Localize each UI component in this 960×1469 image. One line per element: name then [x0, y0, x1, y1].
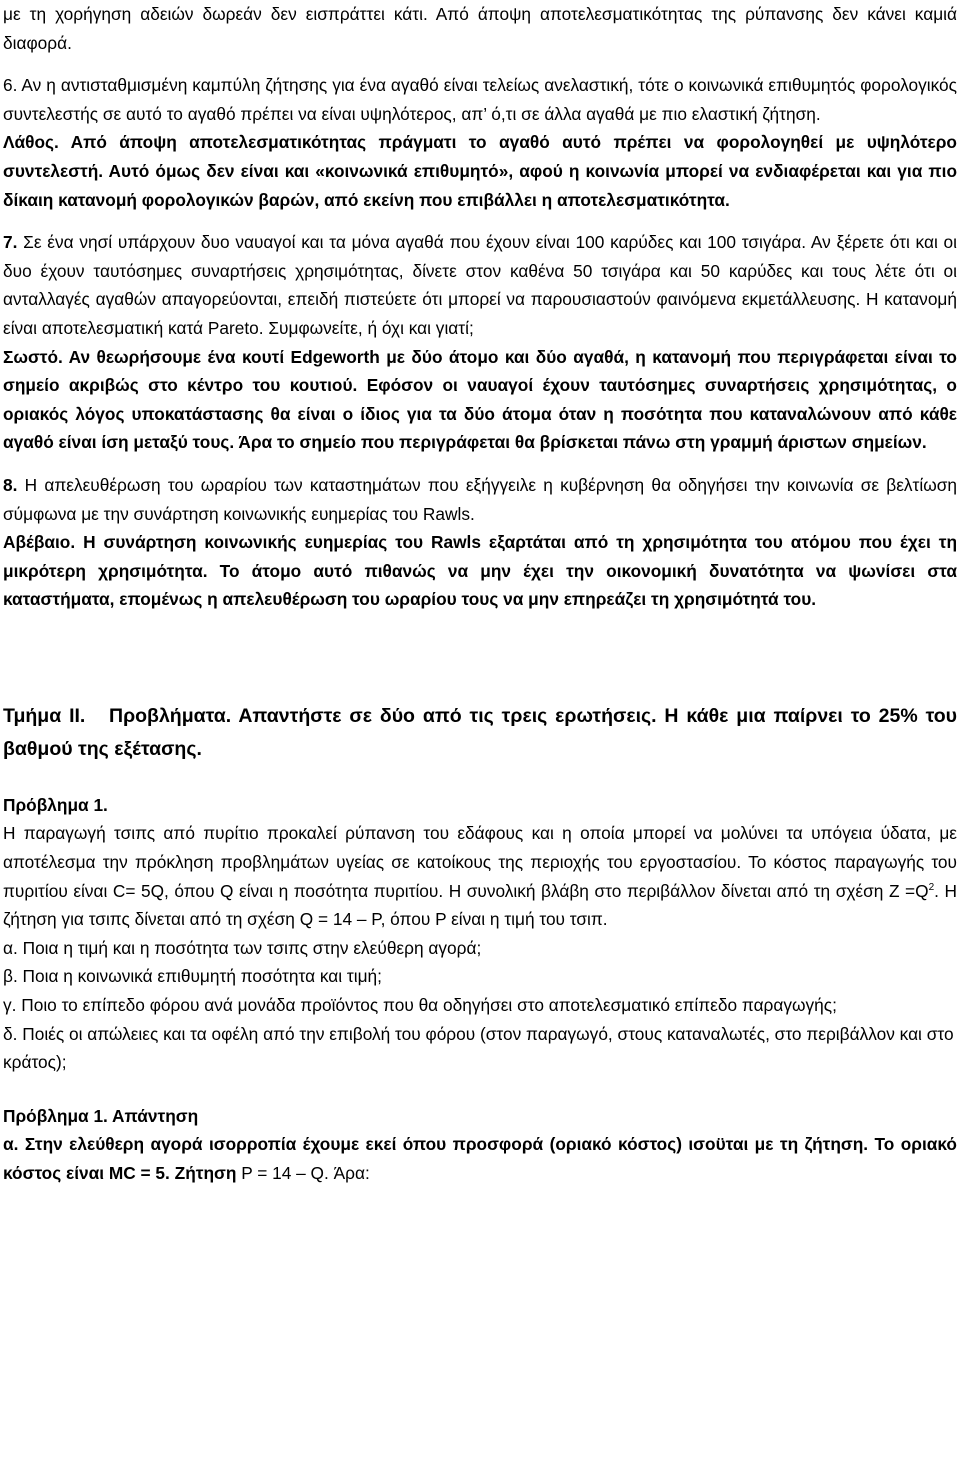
- document-page: [3, 0, 957, 1188]
- problem-1-statement: [3, 819, 957, 933]
- question-6-text: Αν η αντισταθμισμένη καμπύλη ζήτησης για ένα αγαθό είναι τελείως ανελαστική, τότε ο κοινωνικά επιθυμητός φορολογικός συντελεστής σε αυτό το αγαθό πρέπει να είναι υψηλότερος, απ’ ό,τι σε άλλα αγαθά με πιο ελαστική ζήτηση.: [3, 75, 957, 124]
- problem-1-question-c: γ. Ποιο το επίπεδο φόρου ανά μονάδα προϊόντος που θα οδηγήσει στο αποτελεσματικό επίπεδο παραγωγής;: [3, 995, 837, 1016]
- section-2-heading: [3, 700, 957, 766]
- exponent: 2: [928, 881, 935, 893]
- answer-7-verdict: Σωστό.: [3, 346, 63, 367]
- problem-1-title: Πρόβλημα 1.: [3, 794, 108, 815]
- answer-6-verdict: Λάθος.: [3, 132, 59, 153]
- problem-1-question-a: α. Ποια η τιμή και η ποσότητα των τσιπς στην ελεύθερη αγορά;: [3, 937, 482, 958]
- answer-a-bold: α. Στην ελεύθερη αγορά ισορροπία έχουμε εκεί όπου προσφορά (οριακό κόστος) ισοϋται με τη ζήτηση. Το οριακό κόστος είναι MC = 5. Ζήτηση: [3, 1134, 957, 1183]
- section-2-label: Τμήμα ΙΙ.: [3, 704, 86, 727]
- answer-8-verdict: Αβέβαιο.: [3, 532, 76, 553]
- question-8-text: Η απελευθέρωση του ωραρίου των καταστημάτων που εξήγγειλε η κυβέρνηση θα οδηγήσει την κοινωνία σε βελτίωση σύμφωνα με την συνάρτηση κοινωνικής ευημερίας του Rawls.: [3, 474, 957, 524]
- section-2-title: Προβλήματα. Απαντήστε σε δύο από τις τρεις ερωτήσεις. Η κάθε μια παίρνει το 25% του βαθμού της εξέτασης.: [3, 704, 957, 760]
- question-7: [3, 228, 957, 342]
- problem-1-answer-title: Πρόβλημα 1. Απάντηση: [3, 1105, 199, 1126]
- answer-7: [3, 343, 957, 457]
- answer-a-plain: P = 14 – Q. Άρα:: [236, 1163, 370, 1183]
- answer-8-text: Η συνάρτηση κοινωνικής ευημερίας του Rawls εξαρτάται από τη χρησιμότητα του ατόμου που έχει τη μικρότερη χρησιμότητα. Το άτομο αυτό πιθανώς να μην έχει την οικονομική δυνατότητα να ψωνίσει στα καταστήματα, επομένως η απελευθέρωση του ωραρίου τους να μην επηρεάζει τη χρησιμότητά του.: [3, 532, 957, 610]
- answer-8: [3, 528, 957, 614]
- problem-1-answer-a: [3, 1130, 957, 1187]
- question-8: [3, 471, 957, 528]
- intro-paragraph: με τη χορήγηση αδειών δωρεάν δεν εισπράττει κάτι. Από άποψη αποτελεσματικότητας της ρύπανσης δεν κάνει καμιά διαφορά.: [3, 4, 957, 53]
- problem-1-question-b: β. Ποια η κοινωνικά επιθυμητή ποσότητα και τιμή;: [3, 966, 382, 987]
- problem-1-question-d: δ. Ποιές οι απώλειες και τα οφέλη από την επιβολή του φόρου (στον παραγωγό, στους καταναλωτές, στο περιβάλλον και στο κράτος);: [3, 1023, 954, 1073]
- question-6-number: 6.: [3, 75, 18, 96]
- answer-6-text: Από άποψη αποτελεσματικότητας πράγματι το αγαθό αυτό πρέπει να φορολογηθεί με υψηλότερο συντελεστή. Αυτό όμως δεν είναι και «κοινωνικά επιθυμητό», αφού η κοινωνία μπορεί να ενδιαφέρεται και για πιο δίκαιη κατανομή φορολογικών βαρών, από εκείνη που επιβάλλει η αποτελεσματικότητα.: [3, 132, 957, 210]
- question-6: [3, 71, 957, 128]
- problem-1-text: Η παραγωγή τσιπς από πυρίτιο προκαλεί ρύπανση του εδάφους και η οποία μπορεί να μολύνει τα υπόγεια ύδατα, με αποτέλεσμα την πρόκληση προβλημάτων υγείας σε κατοίκους της περιοχής του εργοστασίου. Το κόστος παραγωγής του πυριτίου είναι C= 5Q, όπου Q είναι η ποσότητα πυριτίου. Η συνολική βλάβη στο περιβάλλον δίνεται από τη σχέση Z =Q: [3, 823, 957, 901]
- question-8-number: 8.: [3, 474, 18, 495]
- answer-7-text: Αν θεωρήσουμε ένα κουτί Edgeworth με δύο άτομο και δύο αγαθά, η κατανομή που περιγράφεται είναι το σημείο ακριβώς στο κέντρο του κουτιού. Εφόσον οι ναυαγοί έχουν ταυτόσημες συναρτήσεις χρησιμότητας, ο οριακός λόγος υποκατάστασης θα είναι ο ίδιος για τα δύο άτομα όταν η ποσότητα που καταναλώνουν από κάθε αγαθό είναι ίση μεταξύ τους. Άρα το σημείο που περιγράφεται θα βρίσκεται πάνω στη γραμμή άριστων σημείων.: [3, 346, 957, 453]
- answer-6: [3, 128, 957, 214]
- question-7-text: Σε ένα νησί υπάρχουν δυο ναυαγοί και τα μόνα αγαθά που έχουν είναι 100 καρύδες και 100 τσιγάρα. Αν ξέρετε ότι και οι δυο έχουν ταυτόσημες συναρτήσεις χρησιμότητας, δίνετε στον καθένα 50 τσιγάρα και 50 καρύδες και τους λέτε ότι οι ανταλλαγές αγαθών απαγορεύονται, επειδή πιστεύετε ότι μπορεί να παρουσιαστούν φαινόμενα εκμετάλλευσης. Η κατανομή είναι αποτελεσματική κατά Pareto. Συμφωνείτε, ή όχι και γιατί;: [3, 232, 957, 338]
- problem-1-text-cont: . Η ζήτηση για τσιπς δίνεται από τη σχέση Q = 14 – P, όπου P είναι η τιμή του τσιπ.: [3, 880, 957, 930]
- question-7-number: 7.: [3, 232, 18, 253]
